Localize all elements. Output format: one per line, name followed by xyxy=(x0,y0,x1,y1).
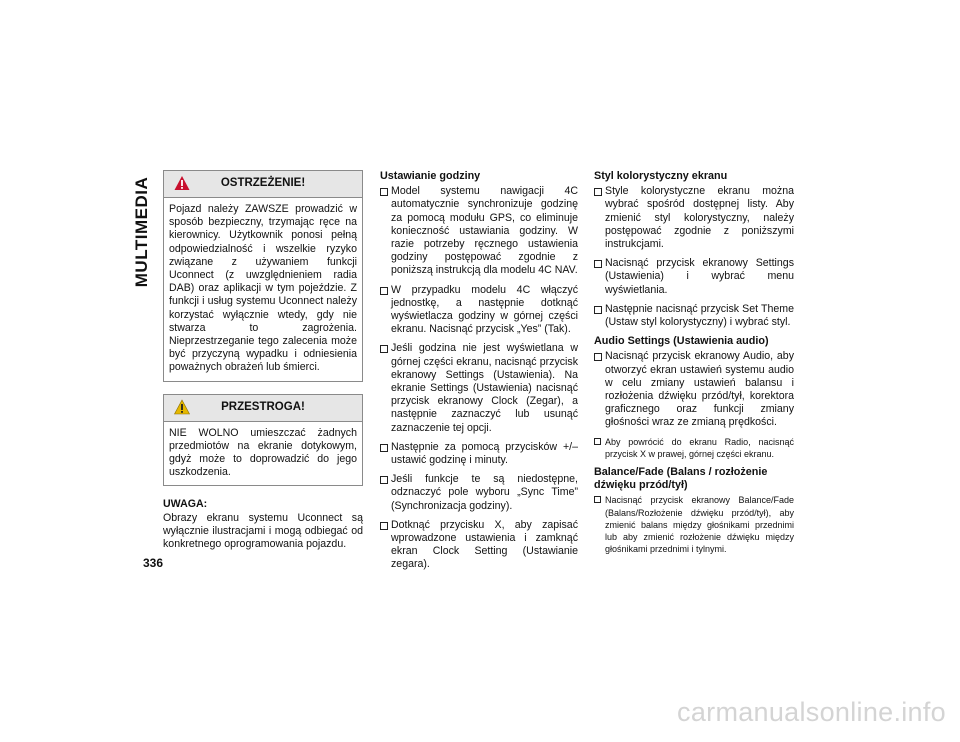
square-bullet-icon xyxy=(380,345,388,353)
square-bullet-icon xyxy=(594,353,602,361)
warning-triangle-icon xyxy=(174,175,190,191)
list-item: Następnie nacisnąć przycisk Set Theme (Ustaw styl kolorystyczny) i wybrać styl. xyxy=(594,303,794,329)
warning-title: OSTRZEŻENIE! xyxy=(220,177,306,190)
clock-heading: Ustawianie godziny xyxy=(380,170,481,182)
list-item: Aby powrócić do ekranu Radio, nacisnąć przycisk X w prawej, górnej części ekranu. xyxy=(594,436,794,460)
warning-text: Pojazd należy ZAWSZE prowadzić w sposób bezpieczny, trzymając ręce na kierownicy. Użytkownik ponosi pełną odpowiedzialność i wszelkie ryzyko związane z używaniem funkcji Uconnect (z uwzględnieniem radia DAB) oraz aplikacji w tym pojeździe. Z funkcji i usług systemu Uconnect należy korzystać wyłącznie wtedy, gdy nie stwarza to zagrożenia. Nieprzestrzeganie tego zalecenia może być przyczyną wypadku i odniesienia poważnych obrażeń lub śmierci. xyxy=(169,203,357,374)
note-title: UWAGA: xyxy=(163,498,208,511)
right-column xyxy=(594,170,794,561)
square-bullet-icon xyxy=(594,438,601,445)
list-item: W przypadku modelu 4C włączyć jednostkę, a następnie dotknąć wyświetlacza godziny w górnej części ekranu. Nacisnąć przycisk „Yes” (Tak). xyxy=(380,284,578,337)
side-section-title: MULTIMEDIA xyxy=(132,176,152,288)
square-bullet-icon xyxy=(380,476,388,484)
list-item: Nacisnąć przycisk ekranowy Audio, aby otworzyć ekran ustawień systemu audio w celu zmiany ustawień balansu i rozłożenia dźwięku przód/tył, korektora graficznego oraz funkcji zmiany głośności wraz ze zmianą prędkości. xyxy=(594,350,794,429)
list-item: Jeśli godzina nie jest wyświetlana w górnej części ekranu, nacisnąć przycisk ekranowy Settings (Ustawienia). Na ekranie Settings (Ustawienia) nacisnąć przycisk ekranowy Clock (Zegar), a następnie zaznaczyć lub usunąć zaznaczenie tej opcji. xyxy=(380,342,578,434)
list-item: Style kolorystyczne ekranu można wybrać spośród dostępnej listy. Aby zmienić styl kolorystyczny, należy postępować zgodnie z poniższymi instrukcjami. xyxy=(594,185,794,251)
square-bullet-icon xyxy=(380,522,388,530)
square-bullet-icon xyxy=(594,496,601,503)
list-item: Dotknąć przycisku X, aby zapisać wprowadzone ustawienia i zamknąć ekran Clock Setting (Ustawianie zegara). xyxy=(380,519,578,572)
square-bullet-icon xyxy=(380,188,388,196)
list-item: Następnie za pomocą przycisków +/– ustawić godzinę i minuty. xyxy=(380,441,578,467)
caution-box xyxy=(163,394,363,487)
theme-heading: Styl kolorystyczny ekranu xyxy=(594,170,728,182)
balance-heading: Balance/Fade (Balans / rozłożenie dźwięku przód/tył) xyxy=(594,466,768,492)
square-bullet-icon xyxy=(594,188,602,196)
watermark-text: carmanualsonline.info xyxy=(677,697,946,727)
list-item: Jeśli funkcje te są niedostępne, odznaczyć pole wyboru „Sync Time” (Synchronizacja godziny). xyxy=(380,473,578,513)
audio-heading: Audio Settings (Ustawienia audio) xyxy=(594,335,769,348)
caution-title: PRZESTROGA! xyxy=(221,401,305,414)
warning-box xyxy=(163,170,363,382)
caution-header xyxy=(164,395,362,422)
caution-triangle-icon xyxy=(174,399,190,415)
page-number: 336 xyxy=(143,556,164,570)
warning-header xyxy=(164,171,362,198)
note-text: Obrazy ekranu systemu Uconnect są wyłącznie ilustracjami i mogą odbiegać od konkretnego oprogramowania pojazdu. xyxy=(163,511,363,551)
square-bullet-icon xyxy=(380,444,388,452)
square-bullet-icon xyxy=(380,287,388,295)
list-item: Nacisnąć przycisk ekranowy Balance/Fade (Balans/Rozłożenie dźwięku przód/tył), aby zmienić balans między głośnikami przednimi lub aby zmienić rozłożenie dźwięku między głośnikami przednimi i tylnymi. xyxy=(594,494,794,555)
list-item: Nacisnąć przycisk ekranowy Settings (Ustawienia) i wybrać menu wyświetlania. xyxy=(594,257,794,297)
middle-column xyxy=(380,170,578,578)
left-column xyxy=(163,170,363,551)
caution-text: NIE WOLNO umieszczać żadnych przedmiotów na ekranie dotykowym, gdyż może to doprowadzić do jego uszkodzenia. xyxy=(169,426,357,479)
list-item: Model systemu nawigacji 4C automatycznie synchronizuje godzinę za pomocą modułu GPS, co eliminuje konieczność ustawiania godziny. W razie potrzeby ręcznego ustawienia godziny postępować zgodnie z poniższą instrukcją dla modelu 4C NAV. xyxy=(380,185,578,277)
square-bullet-icon xyxy=(594,260,602,268)
square-bullet-icon xyxy=(594,306,602,314)
